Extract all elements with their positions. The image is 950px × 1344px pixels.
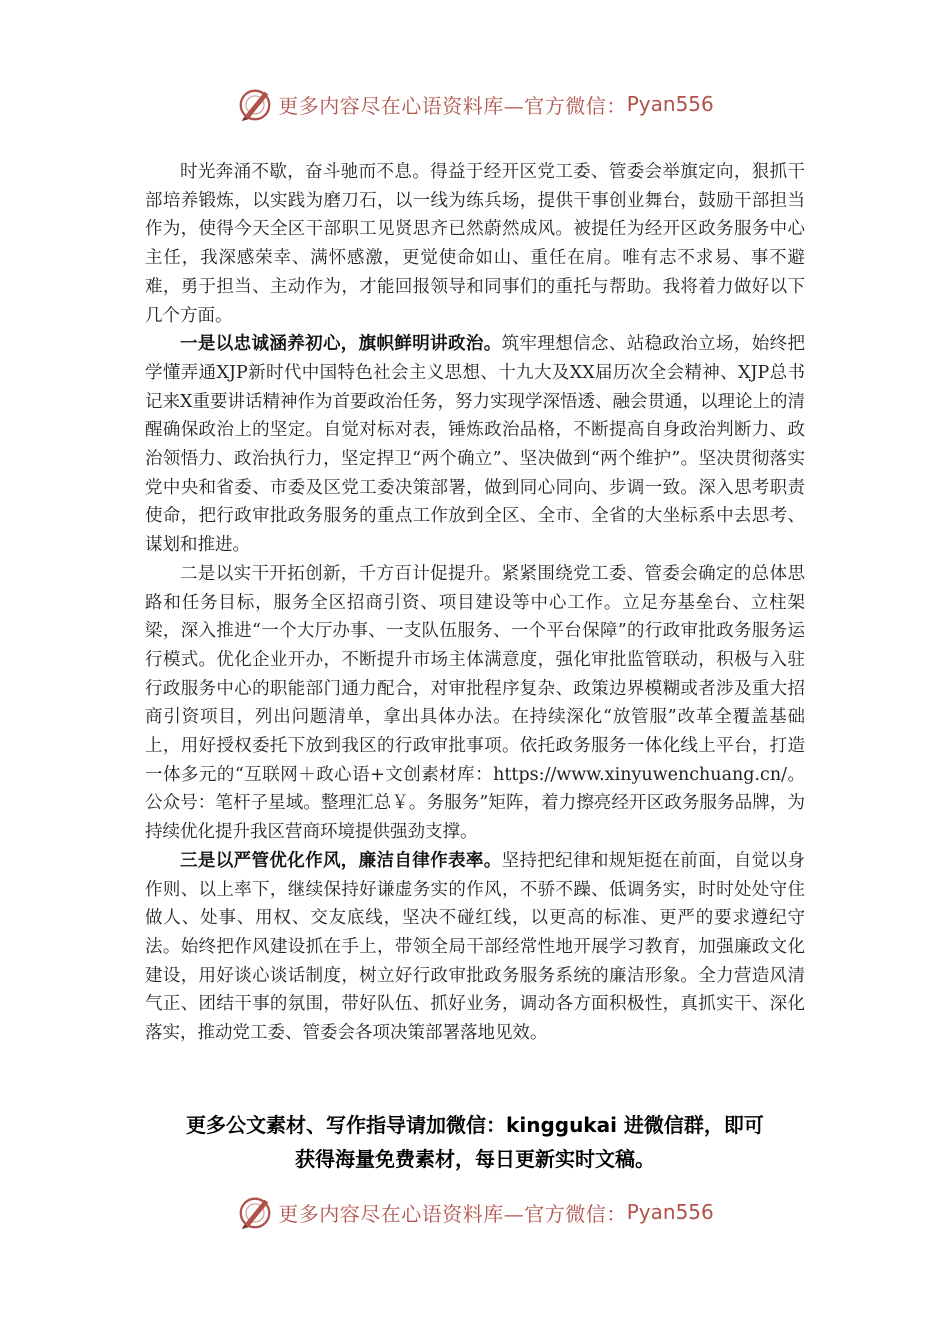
footer-banner-text: 更多内容尽在心语资料库—官方微信： — [278, 1201, 627, 1226]
section-3-paragraph — [145, 847, 805, 1048]
header-banner-wechat-id: Pyan556 — [626, 92, 714, 116]
footer-banner — [0, 1192, 950, 1232]
header-banner — [0, 84, 950, 124]
pen-logo-icon — [236, 1193, 274, 1231]
promo-line-2: 获得海量免费素材，每日更新实时文稿。 — [295, 1147, 655, 1171]
intro-paragraph: 时光奔涌不歇，奋斗驰而不息。得益于经开区党工委、管委会举旗定向，狠抓干部培养锻炼，以实践为磨刀石，以一线为练兵场，提供干事创业舞台，鼓励干部担当作为，使得今天全区干部职工见贤思齐已然蔚然成风。被提任为经开区政务服务中心主任，我深感荣幸、满怀感激，更觉使命如山、重任在肩。唯有志不求易、事不避难，勇于担当、主动作为，才能回报领导和同事们的重托与帮助。我将着力做好以下几个方面。 — [145, 162, 805, 326]
promo-notice — [0, 1108, 950, 1176]
pen-logo-icon — [236, 85, 274, 123]
section-1-heading: 一是以忠诚涵养初心，旗帜鲜明讲政治。 — [180, 334, 502, 355]
section-3-body: 坚持把纪律和规矩挺在前面，自觉以身作则、以上率下，继续保持好谦虚务实的作风，不骄不躁、低调务实，时时处处守住做人、处事、用权、交友底线，坚决不碰红线，以更高的标准、更严的要求遵纪守法。始终把作风建设抓在手上，带领全局干部经常性地开展学习教育，加强廉政文化建设，用好谈心谈话制度，树立好行政审批政务服务系统的廉洁形象。全力营造风清气正、团结干事的氛围，带好队伍、抓好业务，调动各方面积极性，真抓实干、深化落实，推动党工委、管委会各项决策部署落地见效。 — [145, 850, 806, 1044]
section-3-heading: 三是以严管优化作风，廉洁自律作表率。 — [180, 850, 502, 871]
header-banner-text: 更多内容尽在心语资料库—官方微信： — [278, 93, 627, 118]
section-1-paragraph — [145, 330, 805, 560]
section-2-paragraph: 二是以实干开拓创新，千方百计促提升。紧紧围绕党工委、管委会确定的总体思路和任务目标，服务全区招商引资、项目建设等中心工作。立足夯基垒台、立柱架梁，深入推进“一个大厅办事、一支队伍服务、一个平台保障”的行政审批政务服务运行模式。优化企业开办，不断提升市场主体满意度，强化审批监管联动，积极与入驻行政服务中心的职能部门通力配合，对审批程序复杂、政策边界模糊或者涉及重大招商引资项目，列出问题清单，拿出具体办法。在持续深化“放管服”改革全覆盖基础上，用好授权委托下放到我区的行政审批事项。依托政务服务一体化线上平台，打造一体多元的“互联网＋政心语+文创素材库：https://www.xinyuwenchuang.cn/。公众号：笔杆子星域。整理汇总￥。务服务”矩阵，着力擦亮经开区政务服务品牌，为持续优化提升我区营商环境提供强劲支撑。 — [145, 563, 805, 843]
document-body — [145, 158, 805, 1048]
section-1-body: 筑牢理想信念、站稳政治立场，始终把学懂弄通XJP新时代中国特色社会主义思想、十九大及XX届历次全会精神、XJP总书记来X重要讲话精神作为首要政治任务，努力实现学深悟透、融会贯通，以理论上的清醒确保政治上的坚定。自觉对标对表，锤炼政治品格，不断提高自身政治判断力、政治领悟力、政治执行力，坚定捍卫“两个确立”、坚决做到“两个维护”。坚决贯彻落实党中央和省委、市委及区党工委决策部署，做到同心同向、步调一致。深入思考职责使命，把行政审批政务服务的重点工作放到全区、全市、全省的大坐标系中去思考、谋划和推进。 — [145, 334, 806, 556]
footer-banner-wechat-id: Pyan556 — [626, 1200, 714, 1224]
promo-line-1: 更多公文素材、写作指导请加微信：kinggukai 进微信群，即可 — [186, 1113, 764, 1137]
